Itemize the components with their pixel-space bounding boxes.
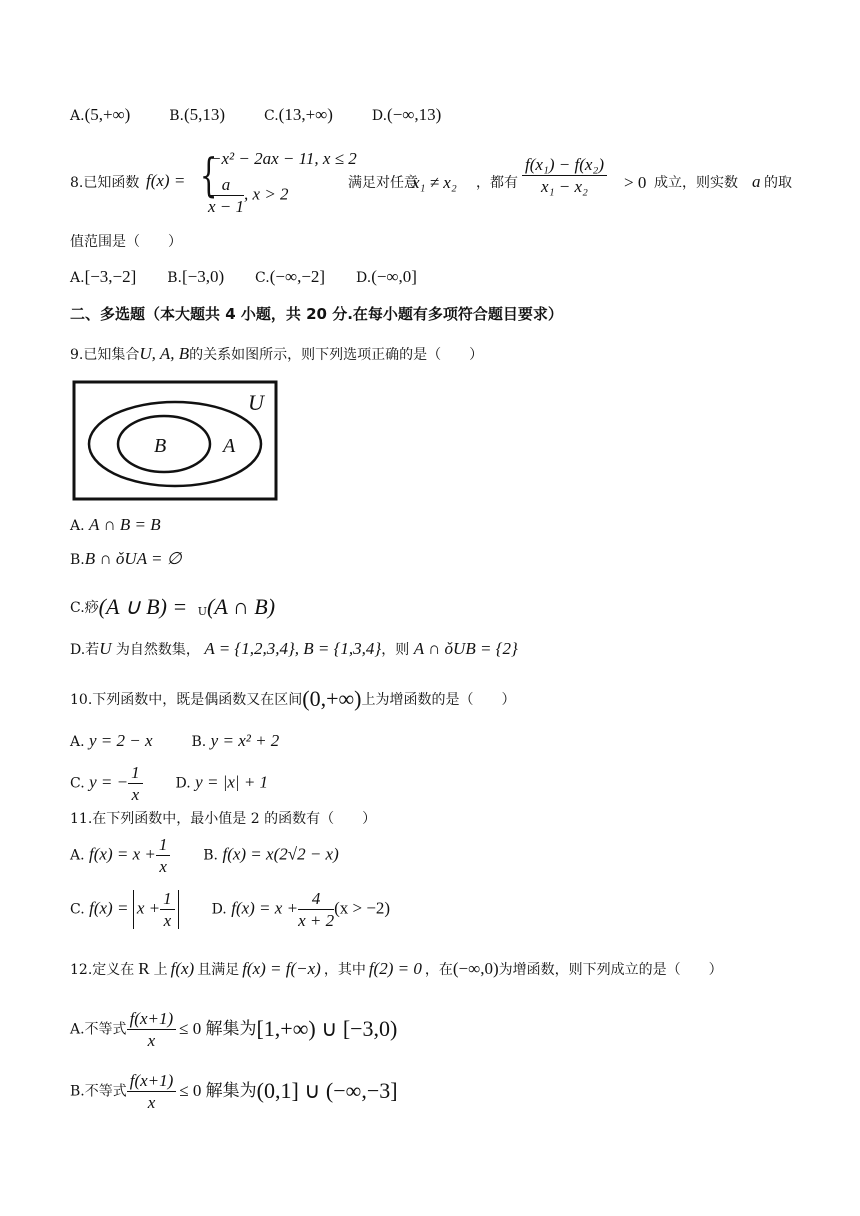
q7-option-d-value: (−∞,13) bbox=[387, 105, 442, 124]
q12-option-a-mid: ≤ 0 解集为 bbox=[179, 1018, 257, 1038]
q12-f2: f(2) = 0 bbox=[368, 959, 422, 978]
q10-options-row1 bbox=[70, 732, 279, 749]
q12-option-a-set: [1,+∞) ∪ [−3,0) bbox=[256, 1015, 398, 1041]
q9-option-d-mid: 为自然数集， bbox=[115, 642, 200, 658]
q12-mid3: ，其中 bbox=[323, 962, 366, 978]
q8-option-d-label: D. bbox=[356, 270, 372, 286]
q11-option-d-num: 4 bbox=[298, 890, 334, 910]
q8-frac-den: x₁ − x₂ bbox=[541, 177, 588, 196]
q8-option-a-label: A. bbox=[70, 270, 85, 286]
q11-stem: 11.在下列函数中，最小值是 2 的函数有（ ） bbox=[70, 811, 377, 827]
q8-fx: f(x) = bbox=[146, 171, 186, 190]
q12-option-b bbox=[70, 1072, 398, 1111]
q7-option-b-label: B. bbox=[169, 108, 184, 124]
q11-option-a-den: x bbox=[159, 857, 167, 876]
q11-options-row1 bbox=[70, 836, 339, 875]
q11-option-a-pre: f(x) = x + bbox=[89, 844, 156, 864]
q8-options bbox=[70, 268, 417, 285]
q10-option-b-value: y = x² + 2 bbox=[210, 731, 280, 750]
q8-suffix: 成立，则实数 bbox=[654, 175, 738, 191]
q12-stem bbox=[70, 960, 723, 977]
q8-piece2-cond: , x > 2 bbox=[244, 184, 289, 204]
q8-brace: { bbox=[199, 148, 218, 202]
q9-option-c-value1: (A ∪ B) = bbox=[98, 594, 188, 619]
q12-option-b-num: f(x+1) bbox=[127, 1072, 177, 1092]
q8-var: a bbox=[752, 172, 761, 191]
q9-option-d-pre: D.若 bbox=[70, 642, 100, 658]
q8-option-b-label: B. bbox=[167, 270, 182, 286]
q10-option-a-value: y = 2 − x bbox=[89, 731, 153, 750]
q8-piece2-num: a bbox=[208, 176, 244, 196]
q11-option-a-label: A. bbox=[70, 847, 85, 864]
q9-option-c-value2: (A ∩ B) bbox=[207, 594, 276, 619]
q10-stem-pre: 10.下列函数中，既是偶函数又在区间 bbox=[70, 692, 303, 708]
q11-option-d-den: x + 2 bbox=[298, 911, 335, 930]
q12-option-b-set: (0,1] ∪ (−∞,−3] bbox=[256, 1077, 398, 1103]
q7-options bbox=[70, 106, 441, 123]
q9-option-c bbox=[70, 594, 275, 617]
q8-suffix2: 的取 bbox=[764, 175, 792, 191]
q11-option-d-pre: f(x) = x + bbox=[231, 898, 299, 918]
q10-option-b-label: B. bbox=[191, 734, 207, 750]
q7-option-d-label: D. bbox=[371, 108, 388, 124]
venn-label-b: B bbox=[154, 435, 167, 457]
q11-option-d-label: D. bbox=[211, 901, 227, 918]
q10-option-a-label: A. bbox=[70, 734, 85, 750]
q12-option-b-pre: B.不等式 bbox=[70, 1083, 127, 1100]
q9-option-c-sub: U bbox=[197, 605, 207, 618]
q8-mid2: ，都有 bbox=[476, 175, 518, 191]
q9-option-a bbox=[70, 516, 161, 533]
q8-piece2-den: x − 1 bbox=[208, 197, 245, 216]
q8-piece2 bbox=[208, 176, 289, 215]
q10-option-c-label: C. bbox=[70, 775, 85, 792]
q11-option-c-abs bbox=[133, 890, 179, 929]
q10-option-c-den: x bbox=[131, 785, 140, 804]
q9-option-d-sets: A = {1,2,3,4}, B = {1,3,4} bbox=[204, 639, 382, 658]
q11-option-c-pre: f(x) = bbox=[89, 898, 129, 918]
q9-sets: U, A, B bbox=[139, 344, 190, 363]
venn-universe-rect bbox=[74, 382, 276, 499]
q11-option-b-value: f(x) = x(2√2 − x) bbox=[222, 844, 339, 864]
q10-option-d-label: D. bbox=[175, 775, 191, 792]
venn-label-a: A bbox=[223, 435, 236, 457]
q11-option-d-cond: (x > −2) bbox=[334, 898, 391, 918]
q12-option-b-den: x bbox=[147, 1093, 156, 1112]
q10-stem bbox=[70, 686, 516, 711]
q12-fx: f(x) bbox=[170, 959, 195, 978]
q9-option-d-result: A ∩ ǒUB = {2} bbox=[413, 639, 518, 658]
q8-mid: 满足对任意 bbox=[348, 175, 418, 191]
q9-stem bbox=[70, 345, 483, 362]
q9-option-a-label: A. bbox=[70, 518, 85, 534]
q9-option-c-label: C. bbox=[70, 600, 85, 616]
q12-option-a-pre: A.不等式 bbox=[70, 1021, 127, 1038]
q7-option-a-label: A. bbox=[70, 108, 85, 124]
q9-option-a-value: A ∩ B = B bbox=[89, 515, 161, 534]
q10-interval: (0,+∞) bbox=[302, 686, 362, 711]
q9-stem-post: 的关系如图所示，则下列选项正确的是（ ） bbox=[189, 347, 484, 363]
q11-option-c-den: x bbox=[163, 911, 172, 930]
venn-label-u: U bbox=[248, 390, 264, 415]
q10-option-c-pre: y = − bbox=[89, 772, 129, 792]
q12-option-a-num: f(x+1) bbox=[127, 1010, 177, 1030]
q12-mid1: 上 bbox=[153, 962, 168, 978]
q8-stem-line2: 值范围是（ ） bbox=[70, 234, 182, 250]
q11-option-b-label: B. bbox=[203, 847, 219, 864]
q8-piece1: −x² − 2ax − 11, x ≤ 2 bbox=[210, 149, 357, 168]
q11-option-a-num: 1 bbox=[156, 836, 171, 856]
q12-mid4: ，在 bbox=[424, 962, 453, 978]
q9-option-b-value: B ∩ ǒUA = ∅ bbox=[84, 549, 182, 568]
venn-diagram bbox=[72, 380, 278, 502]
q10-options-row2 bbox=[70, 764, 268, 803]
q7-option-c-label: C. bbox=[263, 108, 279, 124]
q12-option-b-mid: ≤ 0 解集为 bbox=[179, 1080, 257, 1100]
q9-option-b bbox=[70, 550, 182, 567]
q10-stem-post: 上为增函数的是（ ） bbox=[361, 692, 516, 708]
q8-cond: x₁ ≠ x₂ bbox=[412, 173, 457, 192]
q11-option-c-label: C. bbox=[70, 901, 85, 918]
q10-option-c-num: 1 bbox=[128, 764, 143, 784]
q8-fraction bbox=[522, 156, 607, 195]
q12-pre: 12.定义在 bbox=[70, 962, 135, 978]
q12-option-a-den: x bbox=[147, 1031, 156, 1050]
q8-gt: > 0 bbox=[624, 173, 647, 192]
q8-frac-num: f(x₁) − f(x₂) bbox=[522, 156, 607, 176]
q9-option-d-mid2: ，则 bbox=[381, 642, 410, 658]
q7-option-b-value: (5,13) bbox=[184, 105, 226, 124]
q12-R: R bbox=[138, 959, 150, 978]
q10-option-d-value: y = |x| + 1 bbox=[195, 772, 269, 792]
q12-interval: (−∞,0) bbox=[452, 959, 499, 978]
q11-option-c-abs-pre: x + bbox=[136, 898, 161, 918]
q11-options-row2 bbox=[70, 890, 390, 929]
q12-option-a bbox=[70, 1010, 397, 1049]
q8-option-c-label: C. bbox=[255, 270, 270, 286]
q9-stem-pre: 9.已知集合 bbox=[70, 347, 140, 363]
q8-option-b-value: [−3,0) bbox=[181, 267, 225, 286]
q7-option-c-value: (13,+∞) bbox=[278, 105, 333, 124]
q12-eq: f(x) = f(−x) bbox=[242, 959, 321, 978]
q8-option-d-value: (−∞,0] bbox=[371, 267, 417, 286]
q9-option-d bbox=[70, 640, 518, 657]
q8-option-c-value: (−∞,−2] bbox=[269, 267, 326, 286]
q9-option-b-label: B. bbox=[70, 552, 85, 568]
q7-option-a-value: (5,+∞) bbox=[84, 105, 131, 124]
q8-option-a-value: [−3,−2] bbox=[84, 267, 137, 286]
section-heading: 二、多选题（本大题共 4 小题，共 20 分.在每小题有多项符合题目要求） bbox=[70, 305, 563, 323]
q11-option-c-num: 1 bbox=[160, 890, 175, 910]
q8-prefix: 8.已知函数 bbox=[70, 175, 140, 191]
q12-mid2: 且满足 bbox=[197, 962, 240, 978]
q9-option-c-glyph: 痧 bbox=[84, 600, 99, 616]
q9-option-d-u: U bbox=[99, 639, 112, 658]
q12-post: 为增函数，则下列成立的是（ ） bbox=[498, 962, 723, 978]
